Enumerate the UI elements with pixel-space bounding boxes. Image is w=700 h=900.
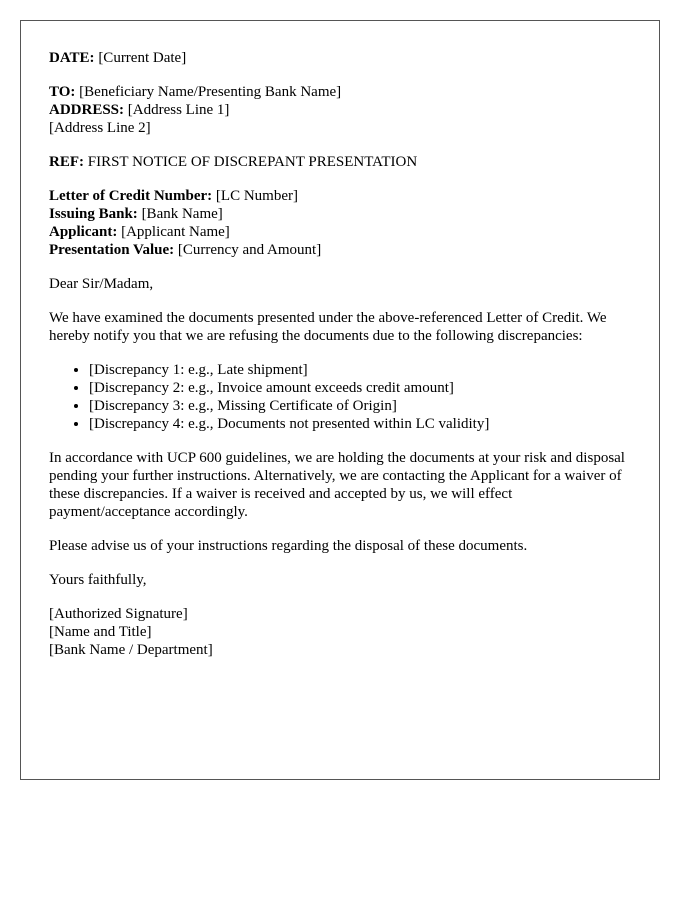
detail-value: [Applicant Name] xyxy=(121,224,230,240)
address-label: ADDRESS: xyxy=(49,102,125,118)
date-label: DATE: xyxy=(49,50,95,66)
recipient-block xyxy=(49,83,631,137)
advise-paragraph: Please advise us of your instructions regarding the disposal of these documents. xyxy=(49,538,528,554)
detail-label: Applicant: xyxy=(49,224,118,240)
to-line xyxy=(49,83,631,101)
detail-label: Letter of Credit Number: xyxy=(49,188,213,204)
ref-value: FIRST NOTICE OF DISCREPANT PRESENTATION xyxy=(87,154,418,170)
detail-value: [LC Number] xyxy=(215,188,298,204)
detail-label: Presentation Value: xyxy=(49,242,175,258)
name-title-line: [Name and Title] xyxy=(49,624,152,640)
address-line-2: [Address Line 2] xyxy=(49,120,151,136)
issuing-bank-line xyxy=(49,205,631,223)
list-item: • [Discrepancy 3: e.g., Missing Certificate of Origin] xyxy=(89,397,631,415)
date-line xyxy=(49,49,631,67)
closing: Yours faithfully, xyxy=(49,572,147,588)
ref-line xyxy=(49,153,631,171)
to-value: [Beneficiary Name/Presenting Bank Name] xyxy=(79,84,342,100)
signature-line: [Authorized Signature] xyxy=(49,606,188,622)
detail-label: Issuing Bank: xyxy=(49,206,138,222)
to-label: TO: xyxy=(49,84,76,100)
signature-block xyxy=(49,605,631,659)
lc-number-line xyxy=(49,187,631,205)
applicant-line xyxy=(49,223,631,241)
address-line-1 xyxy=(49,101,631,119)
list-item: • [Discrepancy 4: e.g., Documents not presented within LC validity] xyxy=(89,415,631,433)
credit-details-block xyxy=(49,187,631,259)
address-value-1: [Address Line 1] xyxy=(127,102,230,118)
list-item: • [Discrepancy 2: e.g., Invoice amount exceeds credit amount] xyxy=(89,379,631,397)
reference-block xyxy=(49,153,631,171)
discrepancy-list xyxy=(49,361,631,433)
date-value: [Current Date] xyxy=(98,50,187,66)
detail-value: [Currency and Amount] xyxy=(177,242,322,258)
detail-value: [Bank Name] xyxy=(141,206,223,222)
intro-paragraph: We have examined the documents presented under the above-referenced Letter of Credit. We hereby notify you that we are refusing the documents due to the following discrepancies: xyxy=(49,310,607,344)
salutation: Dear Sir/Madam, xyxy=(49,276,154,292)
list-item: • [Discrepancy 1: e.g., Late shipment] xyxy=(89,361,631,379)
date-block xyxy=(49,49,631,67)
ref-label: REF: xyxy=(49,154,84,170)
letter-document xyxy=(20,20,660,780)
bank-department-line: [Bank Name / Department] xyxy=(49,642,213,658)
presentation-value-line xyxy=(49,241,631,259)
ucp-paragraph: In accordance with UCP 600 guidelines, we are holding the documents at your risk and disposal pending your further instructions. Alternatively, we are contacting the Applicant for a waiver of these discrepancies. If a waiver is received and accepted by us, we will effect payment/acceptance accordingly. xyxy=(49,450,625,520)
